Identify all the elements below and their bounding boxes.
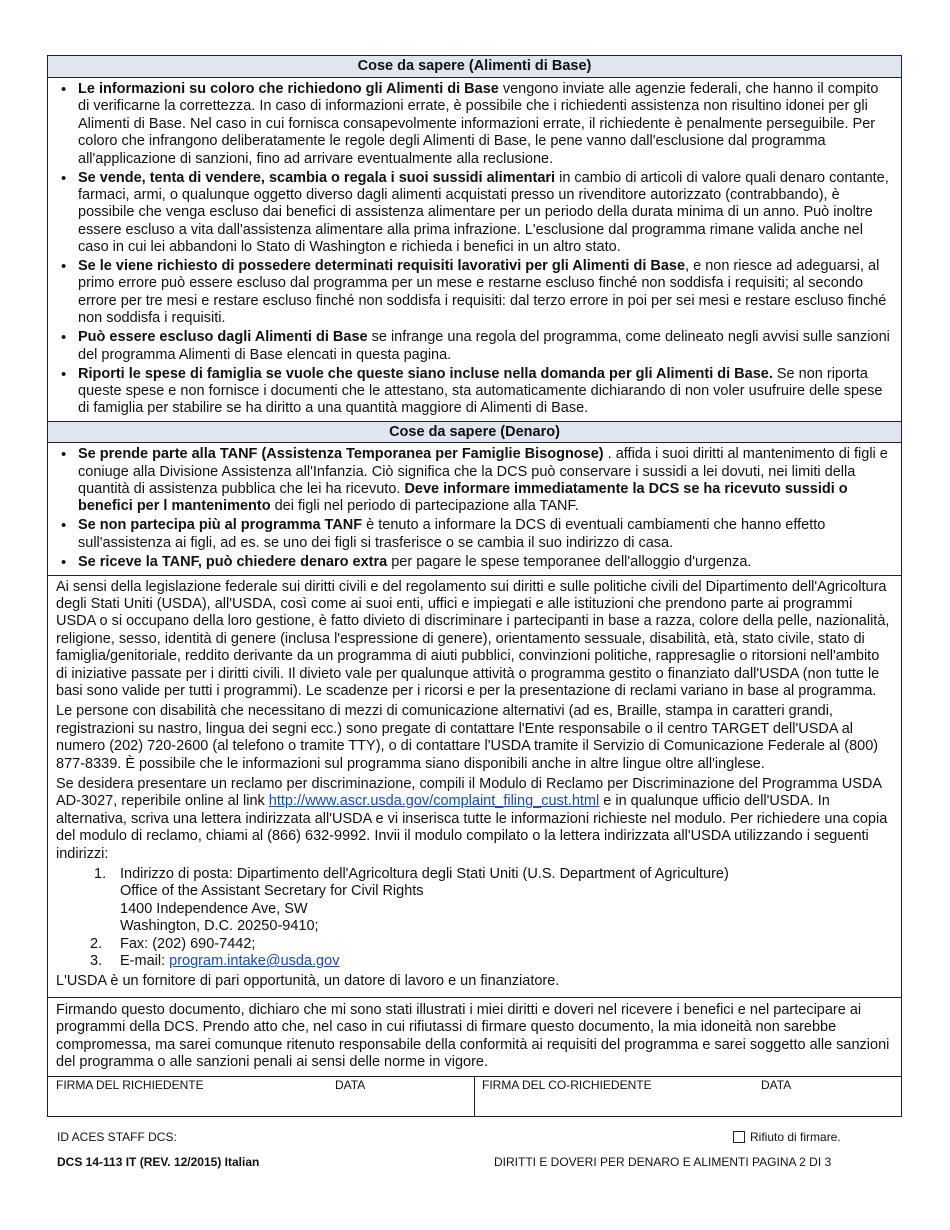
applicant-signature-field[interactable] [48, 1077, 474, 1116]
nondiscrimination-statement [48, 575, 901, 997]
list-item: 3. E-mail: program.intake@usda.gov [90, 953, 340, 970]
list-item: • Se non partecipa più al programma TANF è tenuto a informare la DCS di eventuali cambiamenti che hanno effetto sull'assistenza ai figli, ad es. se uno dei figli si trasferisce o se cambia il suo indirizzo di casa. [56, 517, 893, 552]
list-item: • Riporti le spese di famiglia se vuole che queste siano incluse nella domanda per gli Alimenti di Base. Se non riporta queste spese e non fornisce i documenti che le attestano, sta automaticamente dichiarando di non voler usufruire delle spese di famiglia per stabilire se ha diritto a una quantità maggiore di Alimenti di Base. [56, 366, 893, 418]
complaint-form-link[interactable]: http://www.ascr.usda.gov/complaint_filing_cust.html [268, 793, 600, 810]
legal-paragraph: Le persone con disabilità che necessitano di mezzi di comunicazione alternativi (ad es, Braille, stampa in caratteri grandi, registrazioni su nastro, lingua dei segni ecc.) sono pregate di contattare l'Ente responsabile o il centro TARGET dell'USDA al numero (202) 720-2600 (al telefono o tramite TTY), o di contattare l'USDA tramite il Servizio di Comunicazione Federale al (800) 877-8339. È possibile che le informazioni sul programma siano disponibili anche in altre lingue oltre all'inglese. [56, 703, 879, 772]
form-frame [47, 55, 902, 1117]
list-item: • Se le viene richiesto di possedere determinati requisiti lavorativi per gli Alimenti di Base, e non riesce ad adeguarsi, al primo errore può essere escluso dal programma per un mese e restarne escluso finché non soddisfa i requisiti; al secondo errore per tre mesi e restare escluso finché non soddisfa i requisiti: dal terzo errore in poi per sei mesi e restare escluso finché non soddisfa i requisiti. [56, 258, 893, 328]
footer-top-row [57, 1130, 847, 1144]
form-id: DCS 14-113 IT (REV. 12/2015) Italian [57, 1155, 260, 1169]
list-item: 2. Fax: (202) 690-7442; [90, 935, 256, 952]
legal-paragraph: L'USDA è un fornitore di pari opportunità, un datore di lavoro e un finanziatore. [56, 972, 560, 989]
list-item: • Le informazioni su coloro che richiedono gli Alimenti di Base vengono inviate alle agenzie federali, che hanno il compito di verificarne la correttezza. In caso di informazioni errate, è possibile che i richiedenti assistenza non risultino idonei per gli Alimenti di Base. Nel caso in cui fornisca consapevolmente informazioni errate, il richiedente è penalmente perseguibile. Per coloro che infrangono deliberatamente le regole degli Alimenti di Base, le pene vanno dall'esclusione dal programma all'applicazione di sanzioni, fino ad arrivare eventualmente alla reclusione. [56, 81, 893, 168]
list-item: • Può essere escluso dagli Alimenti di Base se infrange una regola del programma, come delineato negli avvisi sulle sanzioni del programma Alimenti di Base elencati in questa pagina. [56, 329, 893, 364]
address-list [56, 866, 893, 970]
staff-id-label: ID ACES STAFF DCS: [57, 1130, 177, 1144]
email-link[interactable]: program.intake@usda.gov [169, 953, 340, 970]
signature-row [48, 1076, 901, 1116]
applicant-signature-label: FIRMA DEL RICHIEDENTE [56, 1077, 204, 1092]
list-item: • Se prende parte alla TANF (Assistenza Temporanea per Famiglie Bisognose) . affida i suoi diritti al mantenimento di figli e coniuge alla Divisione Assistenza all'Infanzia. Ciò significa che la DCS può conservare i sussidi a lei dovuti, nei limiti della quantità di assistenza pubblica che lei ha ricevuto. Deve informare immediatamente la DCS se ha ricevuto sussidi o benefici per l mantenimento dei figli nel periodo di partecipazione alla TANF. [56, 446, 893, 516]
coapplicant-signature-label: FIRMA DEL CO-RICHIEDENTE [482, 1077, 652, 1092]
section-header-denaro: Cose da sapere (Denaro) [48, 421, 901, 443]
list-item: • Se vende, tenta di vendere, scambia o regala i suoi sussidi alimentari in cambio di articoli di valore quali denaro contante, farmaci, armi, o qualunque oggetto diverso dagli alimenti acquistati presso un rivenditore autorizzato (contrabbando), è possibile che venga escluso dai benefici di assistenza alimentare per un periodo della durata minima di un anno. Può inoltre essere escluso a vita dall'assistenza alimentare alla prima infrazione. L'esclusione dal programma rimane valida anche nel caso in cui lei abbandoni lo Stato di Washington e richieda i benefici in un altro stato. [56, 170, 893, 257]
denaro-list [48, 443, 901, 574]
refuse-checkbox[interactable] [733, 1131, 745, 1143]
legal-paragraph: Ai sensi della legislazione federale sui diritti civili e del regolamento sui diritti e sulle politiche civili del Dipartimento dell'Agricoltura degli Stati Uniti (USDA), all'USDA, così come ai suoi enti, uffici e impiegati e alle istituzioni che prendono parte ai programmi USDA o si occupano della loro gestione, è fatto divieto di discriminare i partecipanti in base a razza, colore della pelle, nazionalità, religione, sesso, identità di genere (inclusa l'espressione di genere), orientamento sessuale, disabilità, età, stato civile, stato di famiglia/genitoriale, reddito derivante da un programma di aiuti pubblici, convinzioni politiche, rappresaglie o ritorsioni nell'ambito di iniziative passate per i diritti civili. Il divieto vale per qualunque attività o programma gestito o finanziato dall'USDA (non tutte le basi sono valide per tutti i programmi). Le scadenze per i ricorsi e per la presentazione di reclami variano in base al programma. [56, 578, 890, 699]
footer-bottom-row [57, 1155, 847, 1169]
coapplicant-date-label: DATA [761, 1077, 792, 1092]
legal-paragraph: Se desidera presentare un reclamo per discriminazione, compili il Modulo di Reclamo per Discriminazione del Programma USDA AD-3027, reperibile online al link http://www.ascr.usda.gov/complaint_filing_cust.html e in qualunque ufficio dell'USDA. In alternativa, scriva una lettera indirizzata all'USDA e vi inserisca tutte le informazioni richieste nel modulo. Per richiedere una copia del modulo di reclamo, chiami al (866) 632-9992. Invii il modulo compilato o la lettera indirizzata all'USDA utilizzando i seguenti indirizzi: [56, 776, 888, 862]
signature-declaration: Firmando questo documento, dichiaro che mi sono stati illustrati i miei diritti e doveri nel ricevere i benefici e nel partecipare ai programmi della DCS. Prendo atto che, nel caso in cui rifiutassi di firmare questo documento, la mia idoneità non sarebbe compromessa, ma sarei comunque ritenuto responsabile della conformità ai requisiti del programma e sarei soggetto alle sanzioni del programma o alle sanzioni penali ai sensi delle norme in vigore. [48, 997, 901, 1076]
alimenti-list [48, 78, 901, 421]
list-item: • Se riceve la TANF, può chiedere denaro extra per pagare le spese temporanee dell'alloggio d'urgenza. [56, 554, 893, 571]
coapplicant-signature-field[interactable] [474, 1077, 901, 1116]
section-header-alimenti: Cose da sapere (Alimenti di Base) [48, 56, 901, 78]
list-item: 1. Indirizzo di posta: Dipartimento dell'Agricoltura degli Stati Uniti (U.S. Department of Agriculture) Office of the Assistant Secretary for Civil Rights 1400 Independence Ave, SW Washington, D.C. 20250-9410; [94, 866, 729, 935]
refuse-to-sign[interactable]: Rifiuto di firmare. [733, 1130, 841, 1144]
page-footer-title: DIRITTI E DOVERI PER DENARO E ALIMENTI PAGINA 2 DI 3 [494, 1155, 832, 1169]
applicant-date-label: DATA [335, 1077, 366, 1092]
